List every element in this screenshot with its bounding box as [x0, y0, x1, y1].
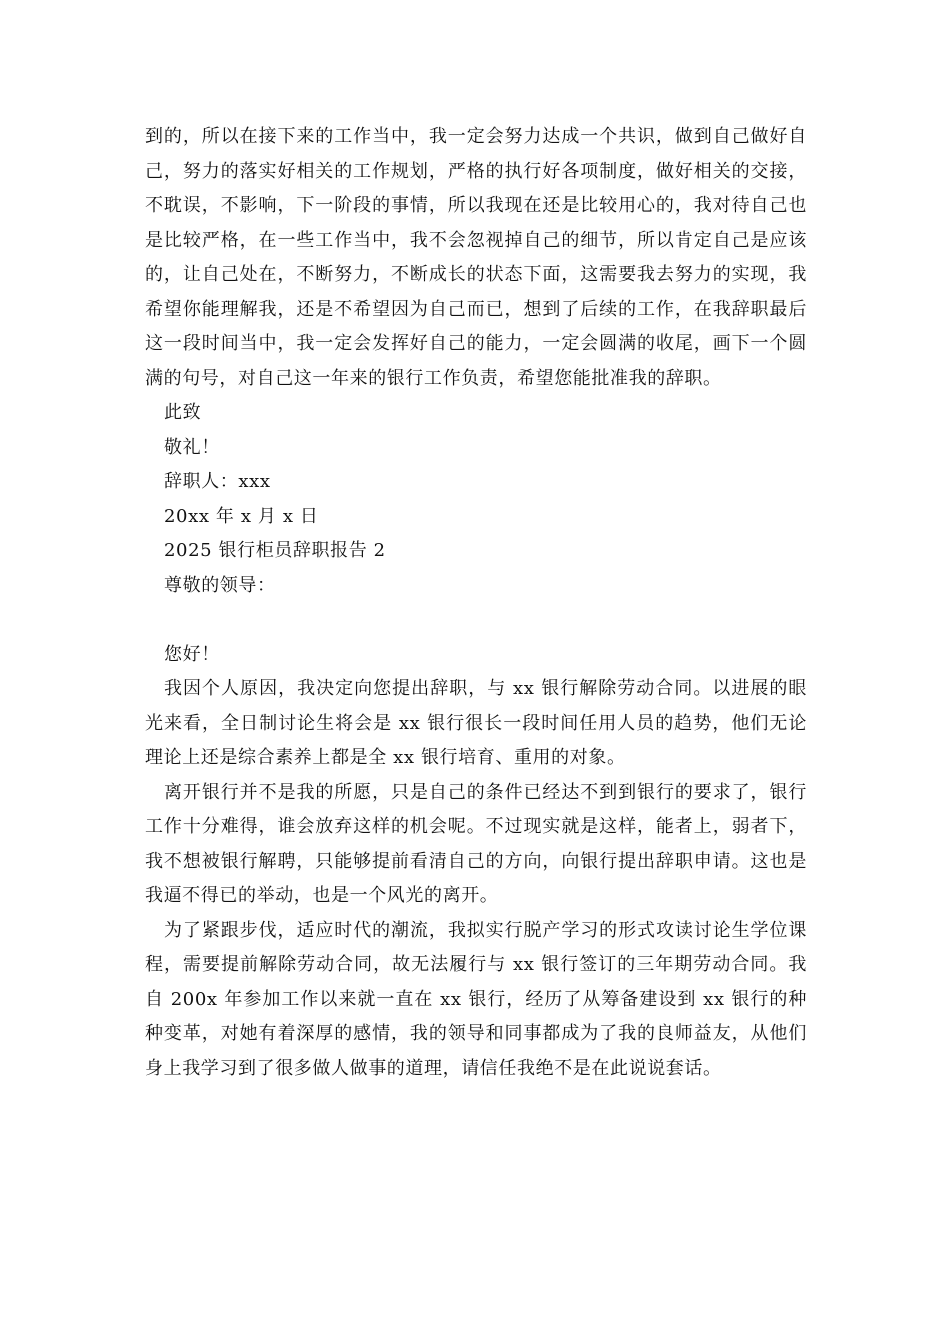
paragraph-study: 为了紧跟步伐，适应时代的潮流，我拟实行脱产学习的形式攻读讨论生学位课程，需要提前解除劳动合同，故无法履行与 xx 银行签订的三年期劳动合同。我自 200x 年参加工作以来就一直在 xx 银行，经历了从筹备建设到 xx 银行的种种变革，对她有着深厚的感情，我的领导和同事都成为了我的良师益友，从他们身上我学习到了很多做人做事的道理，请信任我绝不是在此说说套话。	[145, 919, 807, 1079]
paragraph-reason: 我因个人原因，我决定向您提出辞职，与 xx 银行解除劳动合同。以进展的眼光来看，全日制讨论生将会是 xx 银行很长一段时间任用人员的趋势，他们无论理论上还是综合素养上都是全 xx 银行培育、重用的对象。	[145, 678, 807, 768]
greeting-addressee: 尊敬的领导：	[164, 574, 276, 596]
closing-salutation: 此致	[164, 402, 202, 423]
greeting: 您好！	[164, 643, 220, 665]
paragraph-continuation: 到的，所以在接下来的工作当中，我一定会努力达成一个共识，做到自己做好自己，努力的落实好相关的工作规划，严格的执行好各项制度，做好相关的交接，不耽误，不影响，下一阶段的事情，所以我现在还是比较用心的，我对待自己也是比较严格，在一些工作当中，我不会忽视掉自己的细节，所以肯定自己是应该的，让自己处在，不断努力，不断成长的状态下面，这需要我去努力的实现，我希望你能理解我，还是不希望因为自己而已，想到了后续的工作，在我辞职最后这一段时间当中，我一定会发挥好自己的能力，一定会圆满的收尾，画下一个圆满的句号，对自己这一年来的银行工作负责，希望您能批准我的辞职。	[145, 126, 807, 389]
closing-respect: 敬礼！	[164, 436, 220, 458]
blank-line	[145, 603, 807, 638]
date-line: 20xx 年 x 月 x 日	[164, 505, 319, 527]
section-title: 2025 银行柜员辞职报告 2	[164, 540, 386, 561]
paragraph-leaving: 离开银行并不是我的所愿，只是自己的条件已经达不到到银行的要求了，银行工作十分难得，谁会放弃这样的机会呢。不过现实就是这样，能者上，弱者下，我不想被银行解聘，只能够提前看清自己的方向，向银行提出辞职申请。这也是我逼不得已的举动，也是一个风光的离开。	[145, 781, 807, 906]
signature-line: 辞职人：xxx	[164, 471, 271, 492]
document-body	[145, 120, 807, 1086]
